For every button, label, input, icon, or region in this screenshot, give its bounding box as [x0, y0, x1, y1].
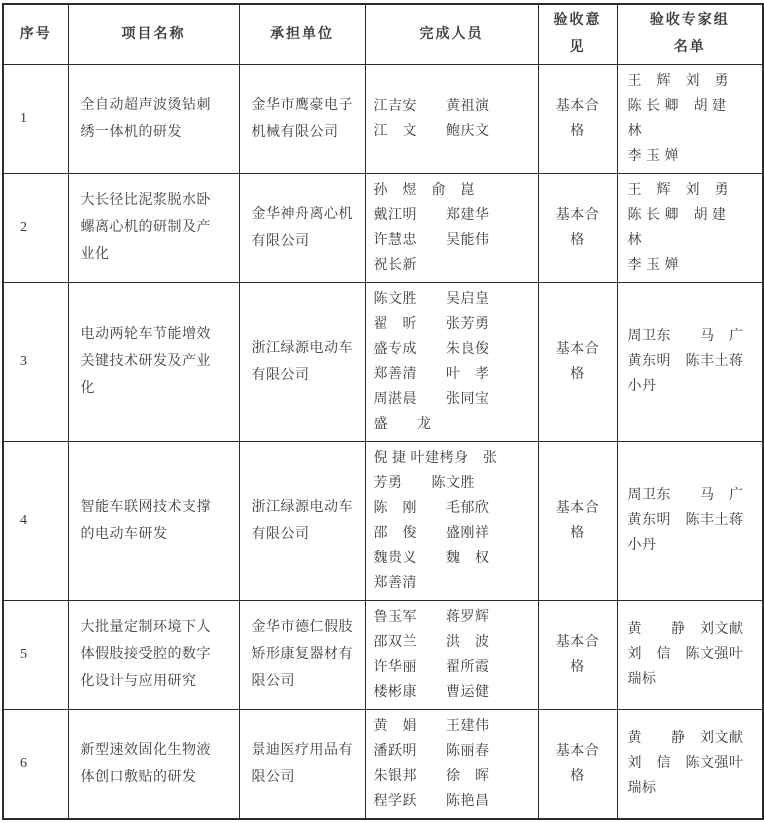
member-line: 周湛晨 张同宝 — [373, 391, 490, 407]
expert-line: 小丹 — [627, 538, 657, 553]
expert-line: 瑞标 — [627, 672, 657, 687]
cell-index — [3, 173, 68, 282]
cell-text-index: 1 — [20, 111, 28, 126]
member-line: 盛专成 朱良俊 — [373, 341, 490, 357]
member-line: 戴江明 郑建华 — [373, 207, 490, 223]
cell-members — [365, 282, 538, 441]
table-row — [3, 64, 763, 173]
table-row — [3, 173, 763, 282]
cell-text-opinion: 基本合格 — [555, 500, 600, 541]
member-line: 许华丽 翟所霞 — [373, 659, 490, 675]
cell-members — [365, 173, 538, 282]
cell-text-project: 电动两轮车节能增效关键技术研发及产业化 — [80, 327, 211, 396]
cell-experts — [617, 173, 763, 282]
expert-line: 李 玉 婵 — [627, 148, 679, 164]
member-line: 盛 龙 — [373, 416, 432, 432]
cell-text-opinion: 基本合格 — [555, 743, 600, 784]
member-line: 江吉安 黄祖演 — [373, 98, 490, 114]
cell-opinion — [538, 282, 617, 441]
expert-line: 黄东明 陈丰土蒋 — [627, 354, 744, 369]
cell-text-project: 大长径比泥浆脱水卧螺离心机的研制及产业化 — [80, 193, 211, 262]
header-cell-index — [3, 4, 68, 64]
cell-text-opinion: 基本合格 — [555, 98, 600, 139]
expert-line: 周卫东 马 广 — [627, 488, 744, 503]
cell-text-unit: 浙江绿源电动车有限公司 — [251, 499, 353, 542]
cell-text-project: 大批量定制环境下人体假肢接受腔的数字化设计与应用研究 — [80, 620, 211, 689]
member-line: 陈文胜 吴启皇 — [373, 291, 490, 307]
cell-experts — [617, 64, 763, 173]
member-line: 陈 刚 毛郁欣 — [373, 500, 490, 516]
cell-project — [68, 173, 239, 282]
cell-text-index: 4 — [20, 513, 28, 528]
member-line: 翟 昕 张芳勇 — [373, 316, 490, 332]
member-line: 魏贵义 魏 权 — [373, 550, 490, 566]
expert-line: 李 玉 婵 — [627, 257, 679, 273]
cell-opinion — [538, 173, 617, 282]
cell-text-opinion: 基本合格 — [555, 341, 600, 382]
expert-line: 小丹 — [627, 379, 657, 394]
table-row — [3, 600, 763, 709]
header-label-project: 项目名称 — [121, 26, 186, 42]
cell-opinion — [538, 600, 617, 709]
cell-project — [68, 709, 239, 819]
cell-unit — [239, 282, 365, 441]
table-body — [3, 64, 763, 819]
cell-index — [3, 709, 68, 819]
header-cell-unit — [239, 4, 365, 64]
member-line: 倪 捷 叶建栲身 张 — [373, 450, 498, 466]
cell-index — [3, 600, 68, 709]
header-cell-opinion — [538, 4, 617, 64]
member-line: 楼彬康 曹运健 — [373, 684, 490, 700]
cell-unit — [239, 64, 365, 173]
cell-opinion — [538, 709, 617, 819]
cell-index — [3, 282, 68, 441]
cell-project — [68, 441, 239, 600]
header-label-members: 完成人员 — [419, 26, 484, 42]
cell-members — [365, 600, 538, 709]
member-line: 许慧忠 吴能伟 — [373, 232, 490, 248]
expert-line: 王 辉 刘 勇 — [627, 182, 729, 198]
cell-text-unit: 金华市鹰豪电子机械有限公司 — [251, 97, 353, 140]
cell-text-index: 2 — [20, 220, 28, 235]
cell-project — [68, 600, 239, 709]
expert-line: 王 辉 刘 勇 — [627, 73, 729, 89]
cell-members — [365, 709, 538, 819]
header-label-experts: 验收专家组名单 — [649, 13, 730, 56]
cell-experts — [617, 600, 763, 709]
cell-text-project: 智能车联网技术支撑的电动车研发 — [80, 499, 211, 542]
header-cell-members — [365, 4, 538, 64]
header-label-unit: 承担单位 — [270, 26, 334, 42]
cell-unit — [239, 441, 365, 600]
member-line: 郑善清 叶 孝 — [373, 366, 490, 382]
expert-line: 黄 静 刘文献 — [627, 622, 744, 637]
cell-text-unit: 金华市德仁假肢矫形康复器材有限公司 — [251, 620, 353, 689]
cell-project — [68, 282, 239, 441]
cell-unit — [239, 600, 365, 709]
expert-line: 刘 信 陈文强叶 — [627, 756, 744, 771]
expert-line: 黄东明 陈丰土蒋 — [627, 513, 744, 528]
expert-line: 陈 长 卿 胡 建 — [627, 98, 727, 114]
member-line: 江 文 鲍庆文 — [373, 123, 490, 139]
cell-text-index: 5 — [20, 647, 28, 662]
member-line: 黄 娟 王建伟 — [373, 718, 490, 734]
cell-text-index: 6 — [20, 756, 28, 771]
expert-line: 黄 静 刘文献 — [627, 731, 744, 746]
header-label-opinion: 验收意见 — [553, 13, 602, 56]
cell-text-unit: 景迪医疗用品有限公司 — [251, 742, 353, 785]
member-line: 潘跃明 陈丽春 — [373, 743, 490, 759]
acceptance-table — [2, 3, 764, 820]
expert-line: 陈 长 卿 胡 建 — [627, 207, 727, 223]
member-line: 朱银邦 徐 晖 — [373, 768, 490, 784]
cell-text-unit: 金华神舟离心机有限公司 — [251, 206, 353, 249]
cell-index — [3, 441, 68, 600]
cell-unit — [239, 709, 365, 819]
header-row — [3, 4, 763, 64]
header-label-index: 序号 — [19, 26, 52, 42]
cell-opinion — [538, 64, 617, 173]
cell-unit — [239, 173, 365, 282]
cell-text-project: 全自动超声波烫钻刺绣一体机的研发 — [80, 97, 211, 140]
cell-experts — [617, 709, 763, 819]
member-line: 邵双兰 洪 波 — [373, 634, 490, 650]
cell-project — [68, 64, 239, 173]
member-line: 鲁玉军 蒋罗辉 — [373, 609, 490, 625]
cell-text-index: 3 — [20, 354, 28, 369]
header-cell-project — [68, 4, 239, 64]
member-line: 孙 煜 俞 崑 — [373, 182, 475, 198]
table-row — [3, 441, 763, 600]
header-cell-experts — [617, 4, 763, 64]
member-line: 程学跃 陈艳昌 — [373, 793, 490, 809]
member-line: 芳勇 陈文胜 — [373, 475, 475, 491]
cell-opinion — [538, 441, 617, 600]
member-line: 邵 俊 盛刚祥 — [373, 525, 490, 541]
cell-text-project: 新型速效固化生物液体创口敷贴的研发 — [80, 742, 211, 785]
table-row — [3, 709, 763, 819]
cell-text-opinion: 基本合格 — [555, 634, 600, 675]
expert-line: 瑞标 — [627, 781, 657, 796]
expert-line: 刘 信 陈文强叶 — [627, 647, 744, 662]
cell-experts — [617, 282, 763, 441]
expert-line: 林 — [627, 232, 642, 248]
cell-members — [365, 441, 538, 600]
cell-index — [3, 64, 68, 173]
expert-line: 林 — [627, 123, 642, 139]
cell-text-unit: 浙江绿源电动车有限公司 — [251, 340, 353, 383]
table-row — [3, 282, 763, 441]
cell-members — [365, 64, 538, 173]
member-line: 郑善清 — [373, 575, 417, 591]
cell-experts — [617, 441, 763, 600]
table-head — [3, 4, 763, 64]
expert-line: 周卫东 马 广 — [627, 329, 744, 344]
member-line: 祝长新 — [373, 257, 417, 273]
cell-text-opinion: 基本合格 — [555, 207, 600, 248]
